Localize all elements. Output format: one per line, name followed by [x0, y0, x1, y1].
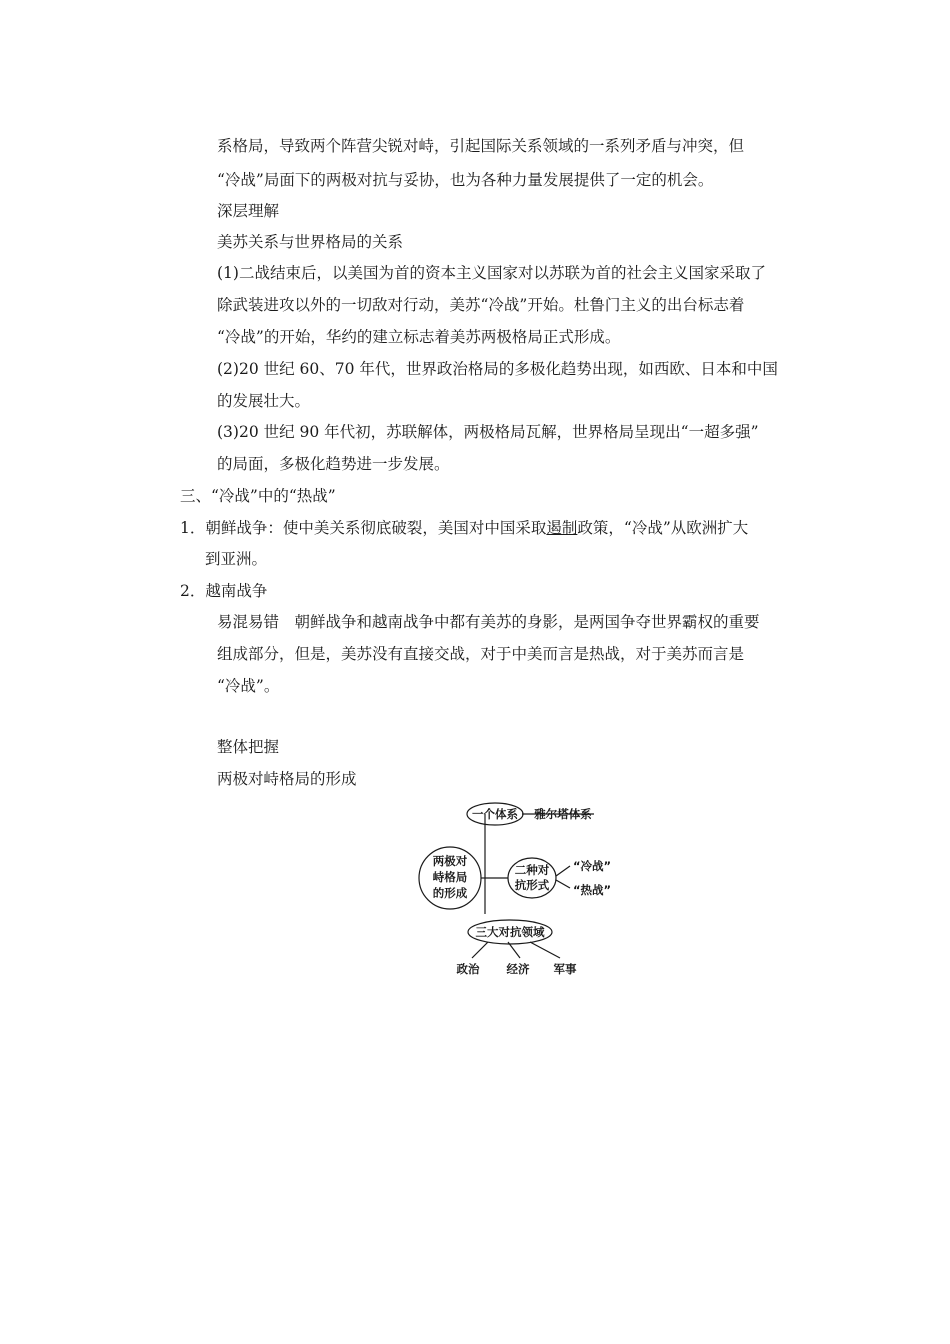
overall-heading: 整体把握 [217, 738, 280, 756]
korean-war-line [180, 517, 748, 539]
list-item-1-line: “冷战”的开始，华约的建立标志着美苏两极格局正式形成。 [217, 328, 621, 346]
field-a-branch [472, 942, 488, 958]
vietnam-war-heading: 2．越南战争 [180, 582, 268, 600]
bipolar-structure-diagram [410, 798, 630, 984]
list-item-2-line: 的发展壮大。 [217, 392, 311, 410]
field-c-branch [530, 942, 560, 958]
list-item-3-line: (3)20 世纪 90 年代初，苏联解体，两极格局瓦解，世界格局呈现出“一超多强” [217, 423, 759, 441]
deep-understanding-heading: 深层理解 [217, 202, 280, 220]
system-value: 雅尔塔体系 [534, 807, 592, 821]
form-cold-war: “冷战” [572, 859, 612, 873]
list-item-3-line: 的局面，多极化趋势进一步发展。 [217, 455, 450, 473]
form-hot-war: “热战” [572, 883, 612, 897]
form-b-branch [556, 880, 570, 888]
center-label-2: 峙格局 [432, 870, 468, 884]
containment-term: 遏制 [546, 519, 578, 537]
forms-label-2: 抗形式 [514, 878, 550, 892]
field-military: 军事 [553, 962, 577, 976]
form-a-branch [556, 866, 570, 876]
korean-war-text: 政策，“冷战”从欧洲扩大 [577, 519, 749, 537]
field-economy: 经济 [506, 962, 530, 976]
field-politics: 政治 [456, 962, 480, 976]
confusion-note-line: 易混易错 朝鲜战争和越南战争中都有美苏的身影，是两国争夺世界霸权的重要 [217, 613, 760, 631]
list-item-1-line: 除武装进攻以外的一切敌对行动，美苏“冷战”开始。杜鲁门主义的出台标志着 [217, 296, 745, 314]
confusion-note-line: 组成部分，但是，美苏没有直接交战，对于中美而言是热战，对于美苏而言是 [217, 645, 745, 663]
deep-understanding-subheading: 美苏关系与世界格局的关系 [217, 233, 404, 251]
confusion-note-line: “冷战”。 [217, 677, 280, 695]
paragraph-line: “冷战”局面下的两极对抗与妥协，也为各种力量发展提供了一定的机会。 [217, 171, 714, 189]
section-3-heading: 三、“冷战”中的“热战” [180, 487, 336, 505]
center-label-3: 的形成 [432, 886, 468, 900]
korean-war-text: 1．朝鲜战争：使中美关系彻底破裂，美国对中国采取 [180, 519, 547, 537]
fields-label: 三大对抗领域 [475, 925, 545, 939]
forms-label-1: 二种对 [514, 863, 550, 877]
system-label: 一个体系 [472, 807, 518, 821]
korean-war-line: 到亚洲。 [205, 550, 268, 568]
center-label-1: 两极对 [432, 854, 468, 868]
list-item-2-line: (2)20 世纪 60、70 年代，世界政治格局的多极化趋势出现，如西欧、日本和中国 [217, 360, 778, 378]
paragraph-line: 系格局，导致两个阵营尖锐对峙，引起国际关系领域的一系列矛盾与冲突，但 [217, 137, 745, 155]
overall-subheading: 两极对峙格局的形成 [217, 770, 357, 788]
list-item-1-line: (1)二战结束后，以美国为首的资本主义国家对以苏联为首的社会主义国家采取了 [217, 264, 766, 282]
